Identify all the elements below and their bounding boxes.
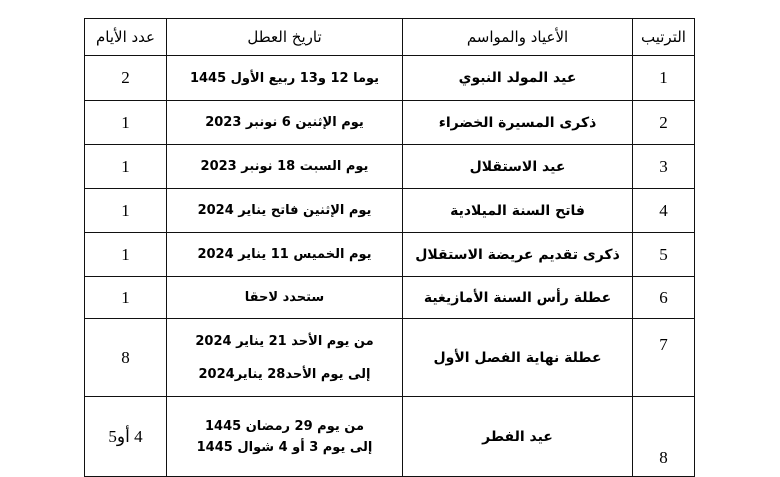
row-holiday: عطلة نهاية الفصل الأول xyxy=(403,319,633,397)
row-days: 1 xyxy=(85,233,167,277)
row-days: 1 xyxy=(85,145,167,189)
row-date: يوما 12 و13 ربيع الأول 1445 xyxy=(167,56,403,101)
row-rank: 6 xyxy=(633,277,695,319)
row-holiday: عيد المولد النبوي xyxy=(403,56,633,101)
table-row xyxy=(85,189,695,233)
table-row xyxy=(85,397,695,477)
row-date xyxy=(167,397,403,477)
row-date xyxy=(167,319,403,397)
row-rank: 3 xyxy=(633,145,695,189)
table-row xyxy=(85,233,695,277)
table-row xyxy=(85,56,695,101)
row-rank: 5 xyxy=(633,233,695,277)
row-days: 1 xyxy=(85,189,167,233)
row-days: 1 xyxy=(85,277,167,319)
row-rank: 1 xyxy=(633,56,695,101)
row-days: 2 xyxy=(85,56,167,101)
row-rank: 7 xyxy=(633,319,695,397)
date-line-to: إلى يوم الأحد28 يناير2024 xyxy=(198,366,371,382)
table-header-row xyxy=(85,19,695,56)
row-date: يوم الإثنين 6 نونبر 2023 xyxy=(167,101,403,145)
date-line-from: من يوم الأحد 21 يناير 2024 xyxy=(195,333,374,349)
date-line-to: إلى يوم 3 أو 4 شوال 1445 xyxy=(196,439,373,455)
row-date: يوم الخميس 11 يناير 2024 xyxy=(167,233,403,277)
row-date: يوم السبت 18 نونبر 2023 xyxy=(167,145,403,189)
row-holiday: عيد الاستقلال xyxy=(403,145,633,189)
header-rank: الترتيب xyxy=(633,19,695,56)
row-days: 4 أو5 xyxy=(85,397,167,477)
row-date: ستحدد لاحقا xyxy=(167,277,403,319)
table-row xyxy=(85,277,695,319)
row-holiday: فاتح السنة الميلادية xyxy=(403,189,633,233)
table-row xyxy=(85,145,695,189)
row-rank: 4 xyxy=(633,189,695,233)
row-holiday: عطلة رأس السنة الأمازيغية xyxy=(403,277,633,319)
table-row xyxy=(85,319,695,397)
row-rank: 2 xyxy=(633,101,695,145)
holidays-table xyxy=(84,18,695,477)
row-rank: 8 xyxy=(633,397,695,477)
row-holiday: ذكرى تقديم عريضة الاستقلال xyxy=(403,233,633,277)
row-days: 1 xyxy=(85,101,167,145)
header-date: تاريخ العطل xyxy=(167,19,403,56)
row-holiday: عيد الفطر xyxy=(403,397,633,477)
header-holiday: الأعياد والمواسم xyxy=(403,19,633,56)
row-holiday: ذكرى المسيرة الخضراء xyxy=(403,101,633,145)
row-days: 8 xyxy=(85,319,167,397)
date-line-from: من يوم 29 رمضان 1445 xyxy=(204,418,364,434)
header-days: عدد الأيام xyxy=(85,19,167,56)
table-row xyxy=(85,101,695,145)
row-date: يوم الإثنين فاتح يناير 2024 xyxy=(167,189,403,233)
